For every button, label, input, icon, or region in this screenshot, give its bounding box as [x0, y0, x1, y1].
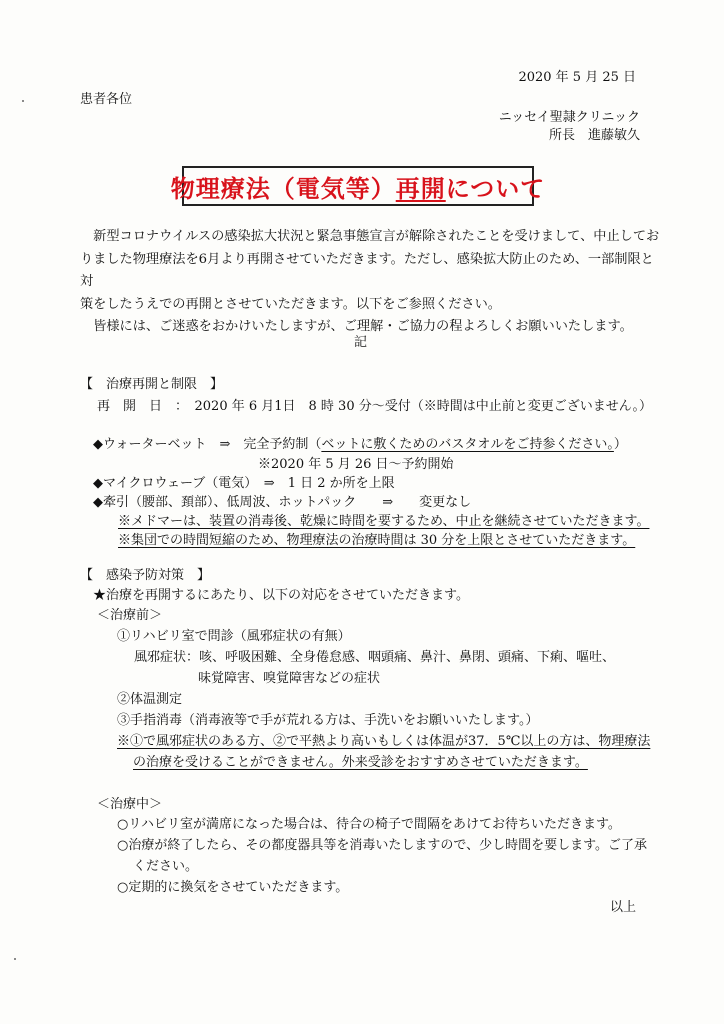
intro-line-4: 皆様には、ご迷惑をおかけいたしますが、ご理解・ご協力の程よろしくお願いいたします。 — [80, 319, 633, 334]
water-bed-reservation: ※2020 年 5 月 26 日～予約開始 — [258, 457, 454, 472]
director-name: 所長 進藤敏久 — [548, 128, 640, 143]
title-box — [170, 166, 546, 206]
water-bed-note-underlined: ベットに敷くためのバスタオルをご持参ください。 — [321, 437, 614, 452]
scan-speck — [14, 958, 16, 960]
water-bed-suffix: ） — [613, 437, 627, 452]
during-item-1: ○リハビリ室が満席になった場合は、待合の椅子で間隔をあけてお待ちいただきます。 — [117, 817, 621, 832]
during-item-3: ○定期的に換気をさせていただきます。 — [117, 880, 349, 895]
title-part1: 物理療法（電気等） — [170, 174, 396, 203]
before-item-1: ①リハビリ室で問診（風邪症状の有無） — [117, 629, 351, 644]
intro-line-2: りました物理療法を6月より再開させていただきます。ただし、感染拡大防止のため、一部制限と対 — [80, 251, 654, 289]
time-limit-note: ※集団での時間短縮のため、物理療法の治療時間は 30 分を上限とさせていただきます。 — [118, 533, 636, 548]
restart-date: 再 開 日 ： 2020 年 6 月1日 8 時 30 分～受付（※時間は中止前と変更ございません。） — [97, 399, 653, 414]
microwave-line: ◆マイクロウェーブ（電気） ⇒ 1 日 2 か所を上限 — [93, 476, 395, 491]
addressee: 患者各位 — [80, 92, 133, 107]
warning-line-2: の治療を受けることができません。外来受診をおすすめさせていただきます。 — [133, 755, 588, 770]
intro-line-1: 新型コロナウイルスの感染拡大状況と緊急事態宣言が解除されたことを受けまして、中止してお — [80, 229, 660, 244]
symptoms-line-1: 風邪症状：咳、呼吸困難、全身倦怠感、咽頭痛、鼻汁、鼻閉、頭痛、下痢、嘔吐、 — [134, 650, 616, 665]
during-item-2: ○治療が終了したら、その都度器具等を消毒いたしますので、少し時間を要します。ご了承 — [117, 838, 648, 853]
intro-paragraph — [80, 226, 660, 339]
warning-line-1: ※①で風邪症状のある方、②で平熱より高いもしくは体温が37．5℃以上の方は、物理療法 — [117, 734, 651, 749]
before-heading: ＜治療前＞ — [97, 608, 163, 623]
section1-heading: 【 治療再開と制限 】 — [80, 377, 224, 392]
before-item-2: ②体温測定 — [117, 692, 183, 707]
during-heading: ＜治療中＞ — [97, 797, 163, 812]
during-item-2-cont: ください。 — [133, 859, 199, 874]
intro-line-3: 策をしたうえでの再開とさせていただきます。以下をご参照ください。 — [80, 296, 501, 312]
clinic-name: ニッセイ聖隷クリニック — [498, 110, 640, 125]
water-bed-line — [93, 433, 627, 452]
closing: 以上 — [609, 900, 636, 915]
ki-mark: 記 — [354, 335, 368, 350]
before-item-3: ③手指消毒（消毒液等で手が荒れる方は、手洗いをお願いいたします。） — [117, 713, 539, 728]
scan-speck — [22, 100, 24, 102]
traction-line: ◆牽引（腰部、頚部）、低周波、ホットパック ⇒ 変更なし — [93, 495, 472, 510]
title-part2: 再開 — [395, 174, 446, 203]
symptoms-line-2: 味覚障害、嗅覚障害などの症状 — [198, 671, 381, 686]
medomer-note: ※メドマーは、装置の消毒後、乾燥に時間を要するため、中止を継続させていただきます。 — [118, 514, 650, 529]
date: 2020 年 5 月 25 日 — [518, 70, 636, 85]
page-title — [171, 169, 546, 204]
section2-lead: ★治療を再開するにあたり、以下の対応をさせていただきます。 — [93, 588, 469, 603]
title-part3: について — [445, 174, 546, 203]
section2-heading: 【 感染予防対策 】 — [80, 568, 211, 583]
water-bed-prefix: ◆ウォーターベット ⇒ 完全予約制（ — [93, 437, 322, 452]
